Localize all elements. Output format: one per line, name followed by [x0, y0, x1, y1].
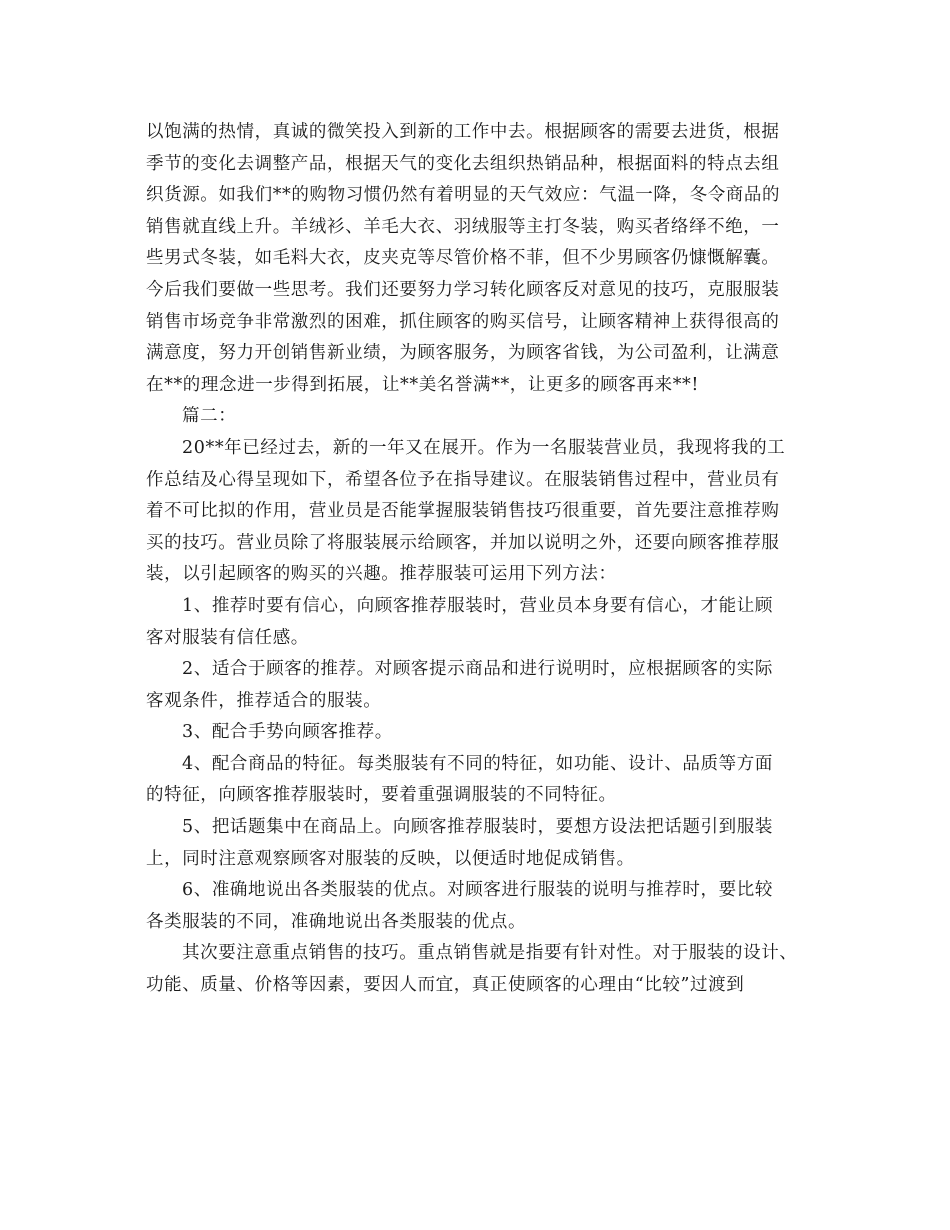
text-line: 功能、质量、价格等因素，要因人而宜，真正使顾客的心理由“比较”过渡到: [146, 975, 745, 996]
text-line: 上，同时注意观察顾客对服装的反映，以便适时地促成销售。: [146, 848, 635, 869]
text-line: 作总结及心得呈现如下，希望各位予在指导建议。在服装销售过程中，营业员有: [146, 469, 780, 490]
text-line: 以饱满的热情，真诚的微笑投入到新的工作中去。根据顾客的需要去进货，根据: [146, 122, 780, 142]
text-line: 客观条件，推荐适合的服装。: [146, 690, 382, 711]
text-line: 6、准确地说出各类服装的优点。对顾客进行服装的说明与推荐时，要比较: [182, 880, 773, 901]
text-line: 篇二：: [182, 406, 237, 427]
text-line: 1、推荐时要有信心，向顾客推荐服装时，营业员本身要有信心，才能让顾: [182, 595, 773, 616]
text-line: 各类服装的不同，准确地说出各类服装的优点。: [146, 911, 527, 932]
text-line: 些男式冬装，如毛料大衣，皮夹克等尽管价格不菲，但不少男顾客仍慷慨解囊。: [146, 248, 780, 269]
text-line: 季节的变化去调整产品，根据天气的变化去组织热销品种，根据面料的特点去组: [146, 153, 780, 174]
text-line: 织货源。如我们**的购物习惯仍然有着明显的天气效应：气温一降，冬令商品的: [146, 185, 781, 206]
text-line: 的特征，向顾客推荐服装时，要着重强调服装的不同特征。: [146, 785, 617, 806]
document-body: [146, 117, 826, 1002]
text-line: 今后我们要做一些思考。我们还要努力学习转化顾客反对意见的技巧，克服服装: [146, 279, 780, 300]
text-line: 2、适合于顾客的推荐。对顾客提示商品和进行说明时，应根据顾客的实际: [182, 659, 773, 680]
text-line: 其次要注意重点销售的技巧。重点销售就是指要有针对性。对于服装的设计、: [182, 943, 798, 964]
text-line: 在**的理念进一步得到拓展，让**美名誉满**，让更多的顾客再来**!: [146, 374, 700, 395]
text-line: 满意度，努力开创销售新业绩，为顾客服务，为顾客省钱，为公司盈利，让满意: [146, 343, 780, 364]
text-line: 着不可比拟的作用，营业员是否能掌握服装销售技巧很重要，首先要注意推荐购: [146, 501, 780, 522]
text-line: 5、把话题集中在商品上。向顾客推荐服装时，要想方设法把话题引到服装: [182, 817, 773, 838]
text-line: 4、配合商品的特征。每类服装有不同的特征，如功能、设计、品质等方面: [182, 753, 773, 774]
text-line: 销售市场竞争非常激烈的困难，抓住顾客的购买信号，让顾客精神上获得很高的: [146, 311, 780, 332]
text-line: 3、配合手势向顾客推荐。: [182, 722, 393, 743]
text-line: 20**年已经过去，新的一年又在展开。作为一名服装营业员，我现将我的工: [182, 437, 786, 458]
text-line: 销售就直线上升。羊绒衫、羊毛大衣、羽绒服等主打冬装，购买者络绎不绝，一: [146, 216, 780, 237]
text-line: 买的技巧。营业员除了将服装展示给顾客，并加以说明之外，还要向顾客推荐服: [146, 532, 780, 553]
text-line: 客对服装有信任感。: [146, 627, 309, 648]
text-line: 装，以引起顾客的购买的兴趣。推荐服装可运用下列方法：: [146, 564, 617, 585]
